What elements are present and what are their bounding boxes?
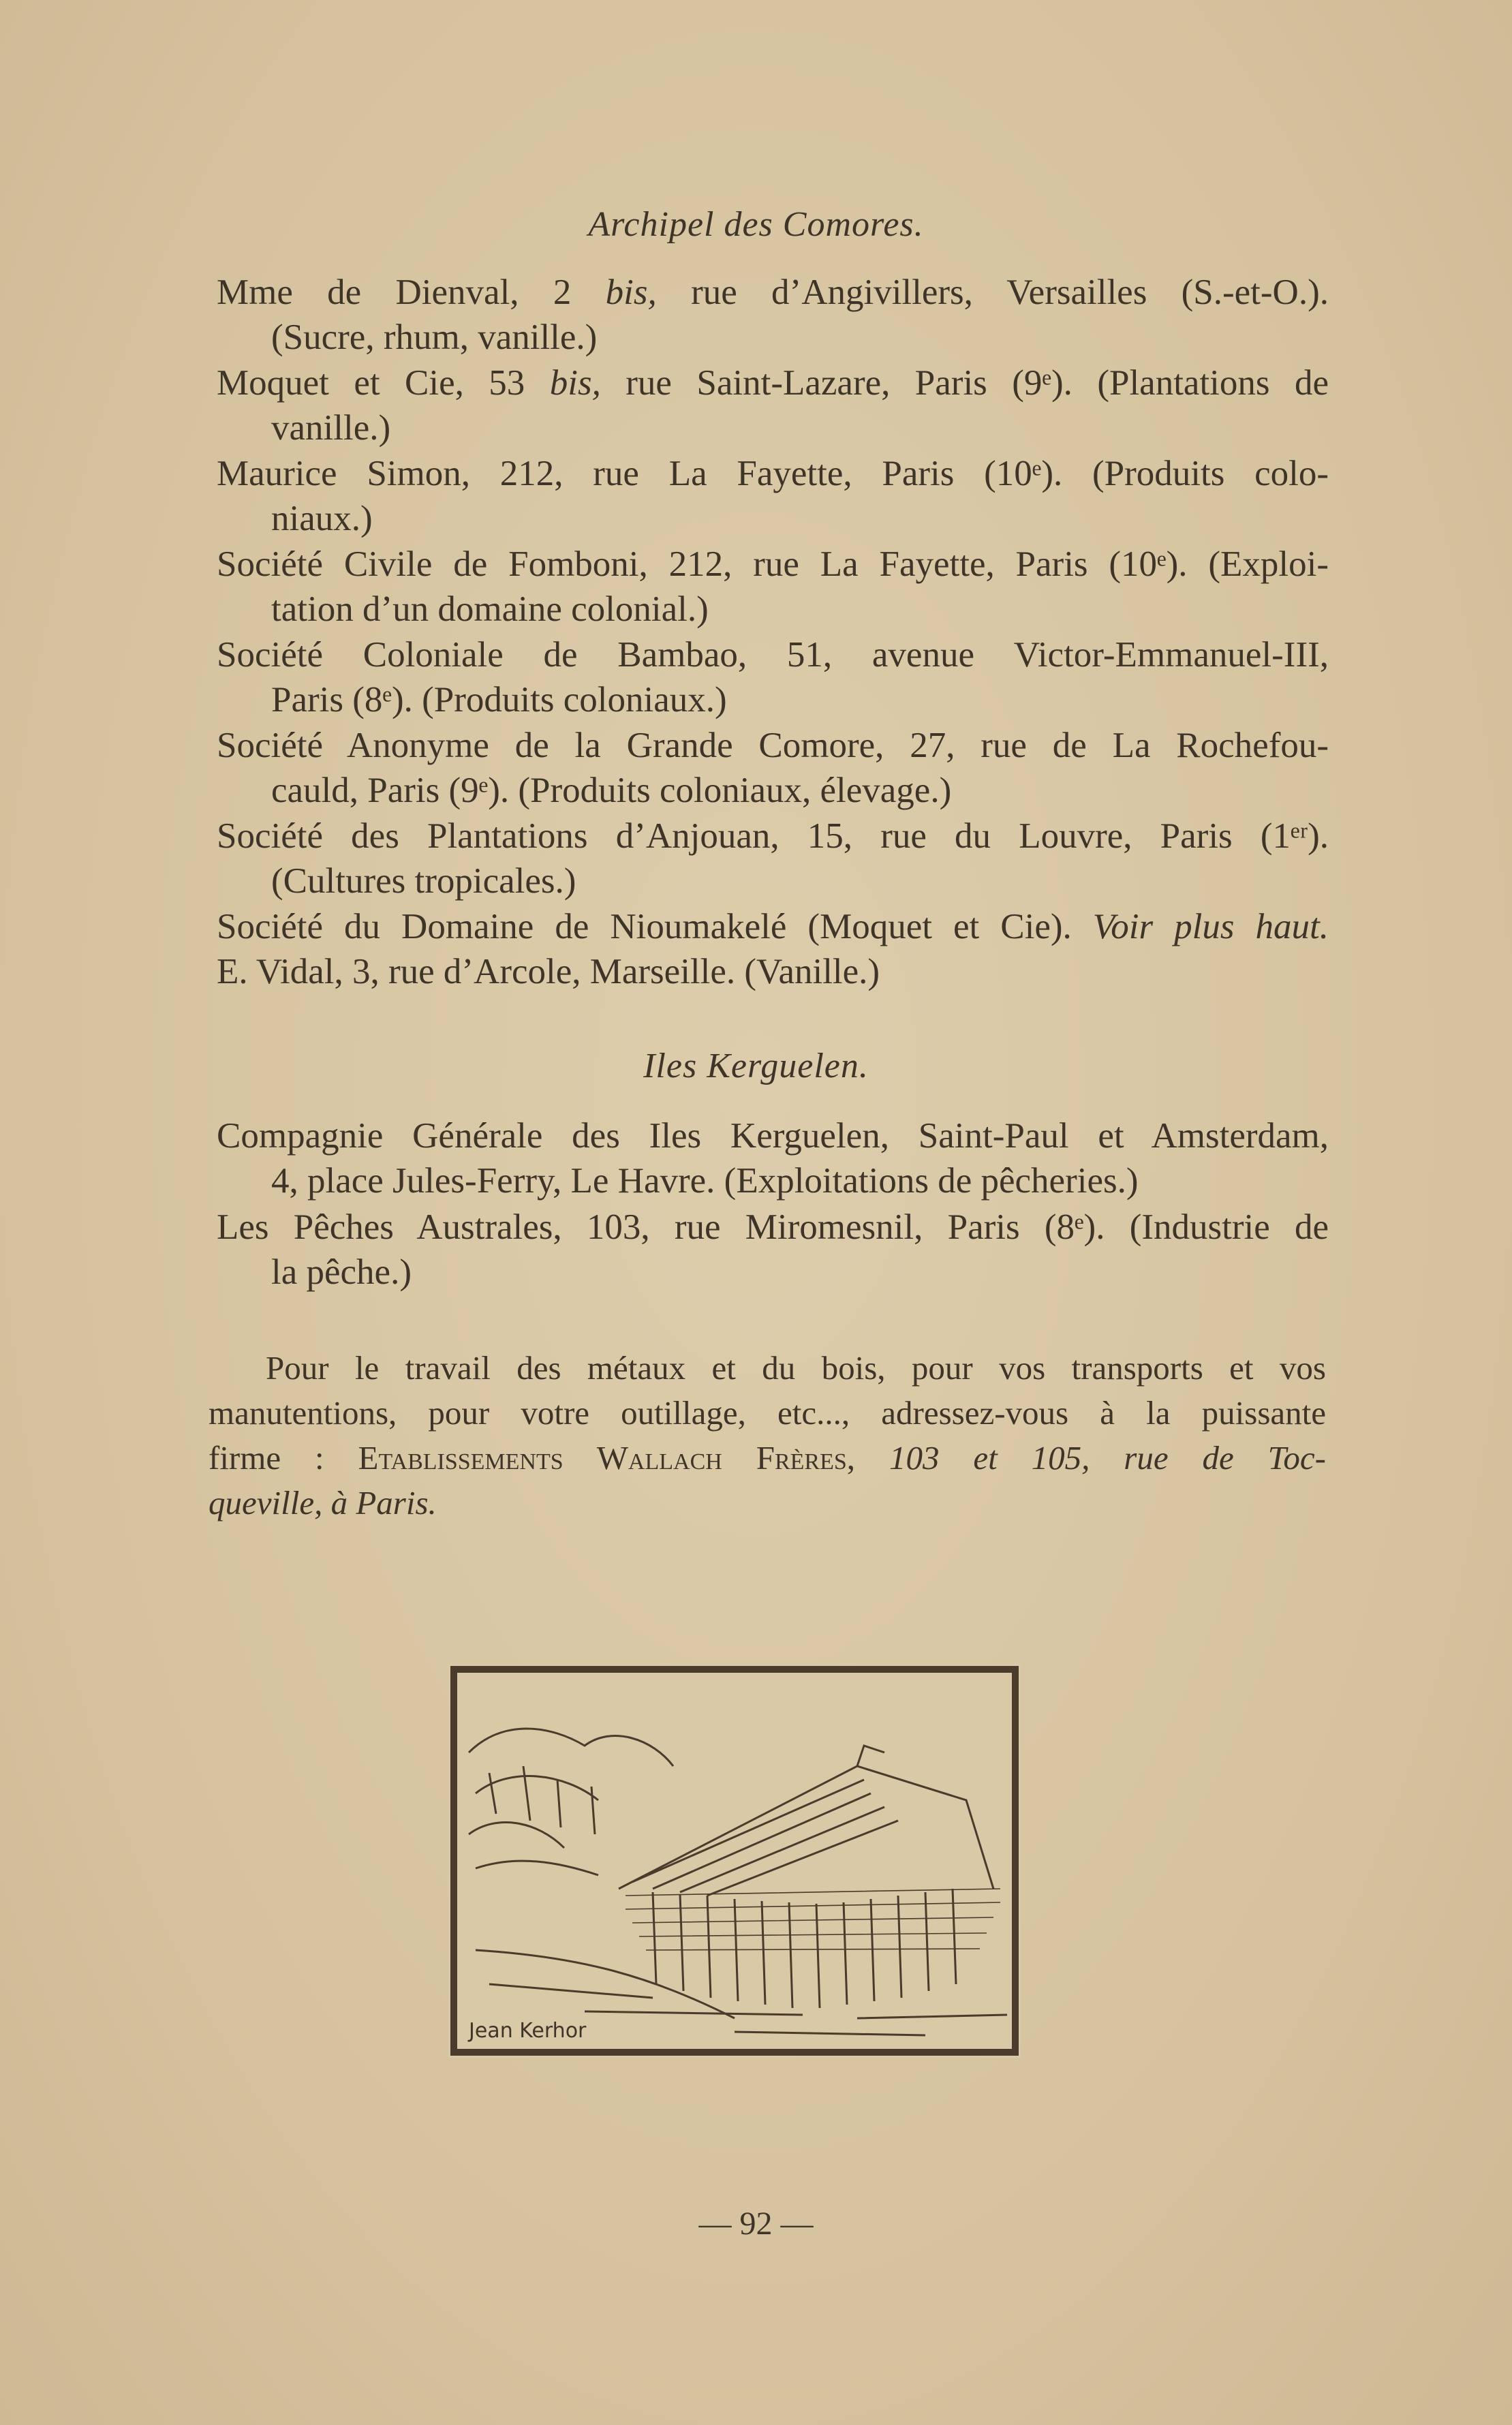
section-heading-kerguelen: Iles Kerguelen. [643,1047,869,1085]
hut-engraving [448,1664,1021,2058]
page-number: — 92 — [698,2206,814,2242]
entry-moquet: Moquet et Cie, 53 bis, rue Saint-Lazare, Paris (9ᵉ). (Plantations de vanille.) [217,363,1329,448]
entry-bambao: Société Coloniale de Bambao, 51, avenue Victor-Emmanuel-III, Paris (8ᵉ). (Produits coloniaux.) [217,635,1329,720]
entry-peches-australes: Les Pêches Australes, 103, rue Miromesnil, Paris (8ᵉ). (Industrie de la pêche.) [217,1207,1329,1292]
advertisement: Pour le travail des métaux et du bois, pour vos transports et vos manutentions, pour votre outillage, etc..., adressez-vous à la puissante firme : Etablissements Wallach Frères, 103 et 105, rue de Toc- queville, à Paris. [209,1349,1326,1522]
engraving-signature: Jean Kerhor [469,2019,587,2043]
entry-vidal: E. Vidal, 3, rue d’Arcole, Marseille. (Vanille.) [217,952,880,991]
section-heading-comores: Archipel des Comores. [588,205,924,244]
entry-anjouan: Société des Plantations d’Anjouan, 15, rue du Louvre, Paris (1ᵉʳ). (Cultures tropicales.) [217,816,1329,901]
entry-nioumakele: Société du Domaine de Nioumakelé (Moquet et Cie). Voir plus haut. [217,907,1329,946]
entry-grande-comore: Société Anonyme de la Grande Comore, 27, rue de La Rochefou- cauld, Paris (9ᵉ). (Produits coloniaux, élevage.) [217,726,1329,810]
entry-maurice-simon: Maurice Simon, 212, rue La Fayette, Paris (10ᵉ). (Produits colo- niaux.) [217,454,1329,538]
entry-dienval: Mme de Dienval, 2 bis, rue d’Angivillers, Versailles (S.-et-O.). (Sucre, rhum, vanille.) [217,273,1329,357]
entry-fomboni: Société Civile de Fomboni, 212, rue La Fayette, Paris (10ᵉ). (Exploi- tation d’un domaine colonial.) [217,544,1329,629]
entry-compagnie-kerguelen: Compagnie Générale des Iles Kerguelen, Saint-Paul et Amsterdam, 4, place Jules-Ferry, Le Havre. (Exploitations de pêcheries.) [217,1116,1329,1201]
